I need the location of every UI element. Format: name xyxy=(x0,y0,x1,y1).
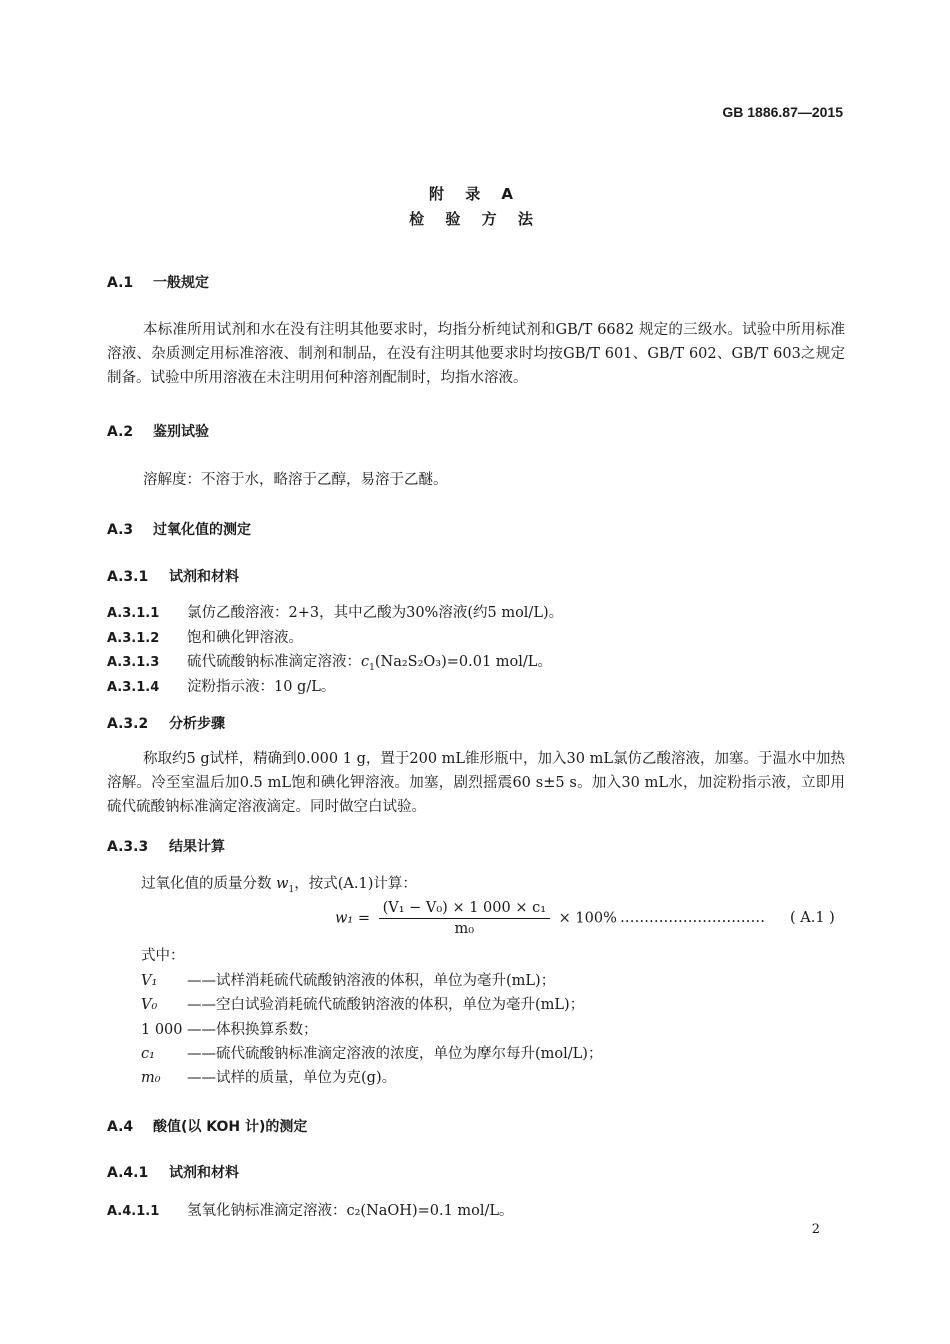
definition-row xyxy=(141,1042,602,1063)
formula-tail: × 100% xyxy=(558,910,617,927)
item-text: 淀粉指示液：10 g/L。 xyxy=(187,679,336,695)
section-number: A.4.1 xyxy=(107,1165,149,1181)
intro-text: 过氧化值的质量分数 xyxy=(141,876,272,892)
standard-code: GB 1886.87—2015 xyxy=(722,104,843,120)
section-a33-heading xyxy=(107,836,225,856)
appendix-subtitle: 检 验 方 法 xyxy=(409,210,541,228)
item-number: A.3.1.4 xyxy=(107,680,160,695)
intro-variable: w xyxy=(276,876,289,892)
section-title: 鉴别试验 xyxy=(153,424,209,440)
item-text: 饱和碘化钾溶液。 xyxy=(187,630,303,646)
definition-symbol: c₁ xyxy=(141,1046,155,1062)
list-item xyxy=(107,675,335,696)
intro-variable-subscript: 1 xyxy=(288,884,295,895)
section-a32-heading xyxy=(107,713,225,733)
list-item xyxy=(107,1199,514,1220)
section-title: 过氧化值的测定 xyxy=(153,522,251,538)
section-title: 一般规定 xyxy=(153,275,209,291)
where-label: 式中： xyxy=(141,948,185,964)
section-a32-paragraph: 称取约5 g试样，精确到0.000 1 g，置于200 mL锥形瓶中，加入30 mL氯仿乙酸溶液，加塞。于温水中加热溶解。冷至室温后加0.5 mL饱和碘化钾溶液。加塞，剧烈摇震60 s±5 s。加入30 mL水，加淀粉指示液，立即用硫代硫酸钠标准滴定溶液滴定。同时做空白试验。 xyxy=(107,751,845,815)
formula-fraction xyxy=(379,900,550,937)
formula-intro xyxy=(141,872,881,895)
section-a4-heading xyxy=(107,1116,307,1136)
formula-lhs: w₁ = xyxy=(335,910,370,927)
definition-row xyxy=(141,1066,396,1087)
definition-symbol: V₁ xyxy=(141,973,158,989)
list-item xyxy=(107,626,303,647)
section-number: A.3 xyxy=(107,522,134,538)
list-item xyxy=(107,601,563,622)
section-a31-heading xyxy=(107,566,239,586)
formula-denominator: m₀ xyxy=(454,921,475,937)
section-a41-heading xyxy=(107,1162,239,1182)
page-number: 2 xyxy=(811,1222,820,1237)
item-variable-subscript: 1 xyxy=(369,662,375,673)
section-title: 酸值(以 KOH 计)的测定 xyxy=(153,1119,308,1135)
section-a1-paragraph: 本标准所用试剂和水在没有注明其他要求时，均指分析纯试剂和GB/T 6682 规定的三级水。试验中所用标准溶液、杂质测定用标准溶液、制剂和制品，在没有注明其他要求时均按GB/T 601、GB/T 602、GB/T 603之规定制备。试验中所用溶液在未注明用何种溶剂配制时，均指水溶液。 xyxy=(107,322,845,386)
item-number: A.3.1.3 xyxy=(107,655,160,670)
item-text-tail: (Na₂S₂O₃)=0.01 mol/L。 xyxy=(374,654,552,670)
section-a2-paragraph: 溶解度：不溶于水，略溶于乙醇，易溶于乙醚。 xyxy=(143,472,448,488)
section-number: A.4 xyxy=(107,1119,134,1135)
definition-text: ——体积换算系数； xyxy=(187,1022,318,1038)
intro-tail: ，按式(A.1)计算： xyxy=(294,876,417,892)
item-text: 氢氧化钠标准滴定溶液：c₂(NaOH)=0.1 mol/L。 xyxy=(187,1203,514,1219)
definition-symbol: 1 000 xyxy=(141,1022,183,1038)
section-number: A.3.2 xyxy=(107,716,149,732)
section-number: A.3.3 xyxy=(107,839,149,855)
section-a2-heading xyxy=(107,421,209,441)
section-title: 试剂和材料 xyxy=(169,569,239,585)
item-number: A.4.1.1 xyxy=(107,1204,160,1219)
item-number: A.3.1.1 xyxy=(107,606,160,621)
section-title: 结果计算 xyxy=(169,839,225,855)
definition-symbol: m₀ xyxy=(141,1070,161,1086)
formula-numerator: (V₁ − V₀) × 1 000 × c₁ xyxy=(379,900,550,919)
definition-row xyxy=(141,1018,318,1039)
item-number: A.3.1.2 xyxy=(107,631,160,646)
section-number: A.2 xyxy=(107,424,134,440)
definition-text: ——空白试验消耗硫代硫酸钠溶液的体积，单位为毫升(mL)； xyxy=(187,997,585,1013)
item-variable: c xyxy=(361,654,370,670)
item-text: 硫代硫酸钠标准滴定溶液： xyxy=(187,654,361,670)
definition-text: ——试样的质量，单位为克(g)。 xyxy=(187,1070,397,1086)
definition-text: ——硫代硫酸钠标准滴定溶液的浓度，单位为摩尔每升(mol/L)； xyxy=(187,1046,603,1062)
formula-a1 xyxy=(335,900,617,944)
section-a3-heading xyxy=(107,519,251,539)
definition-row xyxy=(141,969,555,990)
definition-text: ——试样消耗硫代硫酸钠溶液的体积，单位为毫升(mL)； xyxy=(187,973,556,989)
section-number: A.1 xyxy=(107,275,134,291)
section-title: 分析步骤 xyxy=(169,716,225,732)
definition-row xyxy=(141,993,584,1014)
equation-number: ( A.1 ) xyxy=(790,910,835,926)
section-number: A.3.1 xyxy=(107,569,149,585)
list-item xyxy=(107,650,552,673)
formula-leader-dots: ………………………… xyxy=(620,910,765,926)
appendix-title: 附 录 A xyxy=(428,185,522,203)
section-title: 试剂和材料 xyxy=(169,1165,239,1181)
definition-symbol: V₀ xyxy=(141,997,158,1013)
section-a1-heading xyxy=(107,272,209,292)
item-text: 氯仿乙酸溶液：2+3，其中乙酸为30%溶液(约5 mol/L)。 xyxy=(187,605,564,621)
